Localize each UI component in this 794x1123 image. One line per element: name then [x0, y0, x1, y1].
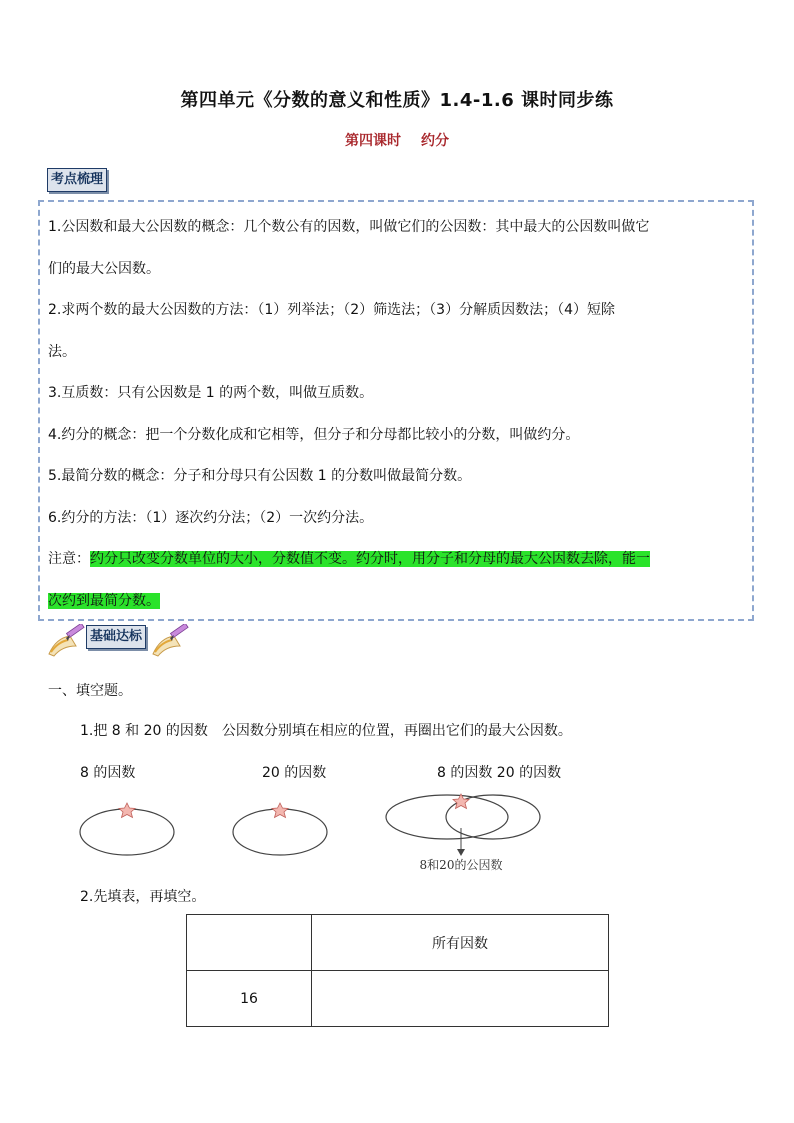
pencil-paper-icon-left	[46, 624, 86, 658]
point-1-line-2: 们的最大公因数。	[48, 261, 160, 277]
venn-diagram-area	[70, 790, 550, 882]
jichu-tag: 基础达标	[86, 625, 146, 649]
subtitle-lesson: 第四课时	[345, 133, 401, 149]
point-6: 6.约分的方法：（1）逐次约分法；（2）一次约分法。	[48, 510, 374, 526]
table-header-all-factors: 所有因数	[312, 915, 609, 971]
venn-ellipse-8[interactable]	[386, 795, 508, 839]
factor-table	[186, 914, 609, 1027]
star-icon	[272, 803, 288, 818]
point-3: 3.互质数：只有公因数是 1 的两个数，叫做互质数。	[48, 385, 374, 401]
point-5: 5.最简分数的概念：分子和分母只有公因数 1 的分数叫做最简分数。	[48, 468, 472, 484]
question-1: 1.把 8 和 20 的因数 公因数分别填在相应的位置，再圈出它们的最大公因数。	[80, 723, 572, 739]
note-line-1	[48, 538, 738, 580]
question-2: 2.先填表，再填空。	[80, 889, 206, 905]
point-4: 4.约分的概念：把一个分数化成和它相等，但分子和分母都比较小的分数，叫做约分。	[48, 427, 580, 443]
ellipse-factors-8[interactable]	[80, 809, 174, 855]
label-factors-8: 8 的因数	[80, 765, 136, 781]
label-factors-8-and-20: 8 的因数 20 的因数	[437, 765, 562, 781]
table-header-cell-1[interactable]	[187, 915, 312, 971]
page-title: 第四单元《分数的意义和性质》1.4-1.6 课时同步练	[180, 90, 614, 111]
note-highlight-2: 次约到最简分数。	[48, 593, 160, 609]
point-2-line-1: 2.求两个数的最大公因数的方法：（1）列举法；（2）筛选法；（3）分解质因数法；（4）短除	[48, 302, 615, 318]
ellipse-factors-20[interactable]	[233, 809, 327, 855]
table-cell-factors-answer[interactable]	[312, 971, 609, 1027]
table-cell-number: 16	[187, 971, 312, 1027]
fill-in-section-title: 一、填空题。	[48, 683, 132, 699]
table-row	[187, 971, 609, 1027]
star-icon	[119, 803, 135, 818]
lesson-subtitle	[0, 130, 794, 150]
subtitle-topic: 约分	[421, 133, 449, 149]
arrow-down-icon	[457, 849, 465, 856]
label-factors-20: 20 的因数	[262, 765, 327, 781]
note-highlight-1: 约分只改变分数单位的大小，分数值不变。约分时，用分子和分母的最大公因数去除，能一	[90, 551, 650, 567]
note-label: 注意：	[48, 551, 90, 567]
common-factors-caption: 8和20的公因数	[419, 858, 503, 872]
kaodian-tag: 考点梳理	[47, 168, 107, 192]
table-header-row	[187, 915, 609, 971]
pencil-paper-icon-right	[150, 624, 190, 658]
point-1-line-1: 1.公因数和最大公因数的概念：几个数公有的因数，叫做它们的公因数：其中最大的公因数叫做它	[48, 219, 650, 235]
point-2-line-2: 法。	[48, 344, 76, 360]
note-line-2	[48, 580, 738, 622]
